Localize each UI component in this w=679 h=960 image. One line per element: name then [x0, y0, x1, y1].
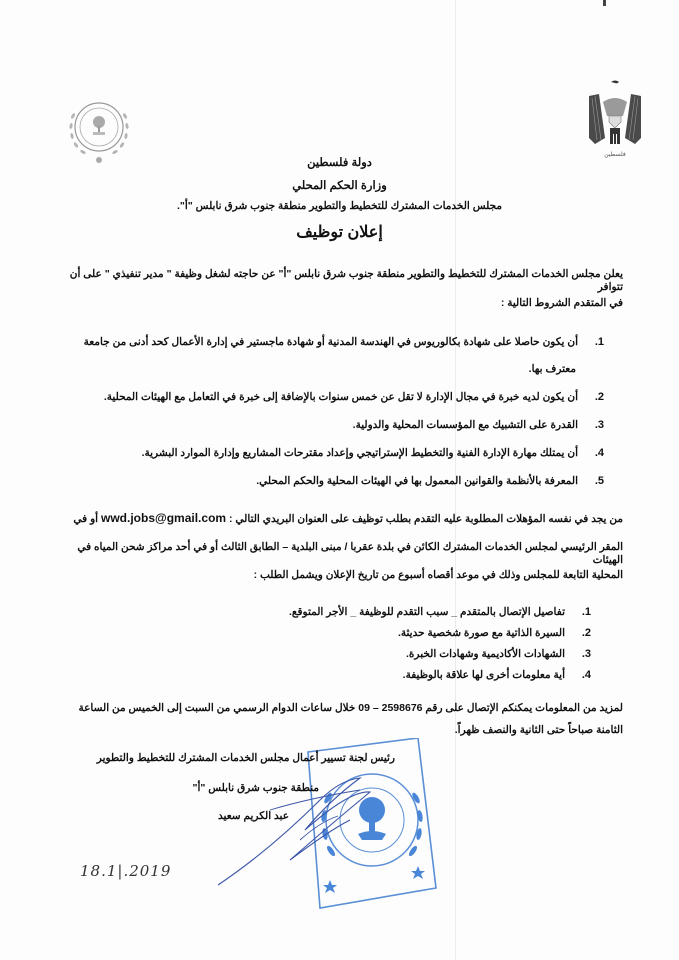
- page-title: إعلان توظيف: [296, 224, 383, 241]
- requirement-text: تفاصيل الإتصال بالمتقدم _ سبب التقدم للوظيفة _ الأجر المتوقع.: [289, 606, 565, 618]
- requirement-text: الشهادات الأكاديمية وشهادات الخبرة.: [406, 648, 565, 660]
- palestine-eagle-emblem-icon: [585, 78, 645, 160]
- condition-text: المعرفة بالأنظمة والقوانين المعمول بها في الهيئات المحلية والحكم المحلي.: [256, 475, 578, 487]
- requirement-text: أية معلومات أخرى لها علاقة بالوظيفة.: [402, 669, 565, 681]
- requirement-item: [70, 648, 591, 661]
- requirement-number: 1.: [581, 606, 591, 618]
- contact-line-2: الثامنة صباحاً حتى الثانية والنصف ظهراً.: [454, 724, 623, 736]
- intro-line-2: في المتقدم الشروط التالية :: [500, 297, 623, 309]
- scan-mark: [603, 0, 606, 6]
- requirement-number: 3.: [581, 648, 591, 660]
- condition-text: أن يكون لديه خبرة في مجال الإدارة لا تقل عن خمس سنوات بالإضافة إلى خبرة في التعامل مع الهيئات المحلية.: [103, 391, 578, 403]
- condition-text: أن يمتلك مهارة الإدارة الفنية والتخطيط الإستراتيجي وإعداد مقترحات المشاريع وإدارة الموارد البشرية.: [141, 447, 578, 459]
- application-text-or: أو في: [73, 513, 99, 525]
- email-link[interactable]: wwd.jobs@gmail.com: [101, 511, 227, 525]
- condition-item: [70, 336, 604, 349]
- contact-line-1: لمزيد من المعلومات يمكنكم الإتصال على رقم 2598676 – 09 خلال ساعات الدوام الرسمي من السبت إلى الخميس من الساعة: [78, 702, 623, 714]
- council-name: مجلس الخدمات المشترك للتخطيط والتطوير منطقة جنوب شرق نابلس "أ".: [176, 200, 503, 212]
- application-line-3: المحلية التابعة للمجلس وذلك في موعد أقصاه أسبوع من تاريخ الإعلان ويشمل الطلب :: [253, 569, 623, 581]
- condition-item: [70, 447, 604, 460]
- ministry-name: وزارة الحكم المحلي: [292, 180, 387, 192]
- requirement-item: [70, 669, 591, 682]
- emblem-caption: فلسطين: [604, 151, 626, 158]
- condition-text: القدرة على التشبيك مع المؤسسات المحلية والدولية.: [352, 419, 578, 431]
- application-text: من يجد في نفسه المؤهلات المطلوبة عليه التقدم بطلب توظيف على العنوان البريدي التالي :: [229, 513, 623, 525]
- requirement-text: السيرة الذاتية مع صورة شخصية حديثة.: [397, 627, 565, 639]
- application-line-1: [56, 512, 623, 526]
- application-line-2: المقر الرئيسي لمجلس الخدمات المشترك الكائن في بلدة عقربا / مبنى البلدية – الطابق الثالث أو في أحد مراكز شحن المياه في الهيئات: [77, 541, 623, 566]
- condition-number: 2.: [594, 391, 604, 403]
- signer-title-line-2: منطقة جنوب شرق نابلس "أ": [192, 782, 319, 794]
- condition-item: [70, 391, 604, 404]
- condition-number: 3.: [594, 419, 604, 431]
- condition-continuation: معترف بها.: [528, 363, 576, 375]
- requirement-item: [70, 627, 591, 640]
- intro-line-1: يعلن مجلس الخدمات المشترك للتخطيط والتطوير منطقة جنوب شرق نابلس "أ" عن حاجته لشغل وظيفة " مدير تنفيذي " على أن تتوافر: [69, 268, 623, 293]
- condition-text: أن يكون حاصلا على شهادة بكالوريوس في الهندسة المدنية أو شهادة ماجستير في إدارة الأعمال كحد أدنى من جامعة: [83, 336, 578, 348]
- state-name: دولة فلسطين: [307, 157, 372, 169]
- condition-number: 4.: [594, 447, 604, 459]
- handwritten-signature-icon: [210, 770, 380, 890]
- requirement-number: 2.: [581, 627, 591, 639]
- condition-item: [70, 419, 604, 432]
- condition-item: [70, 475, 604, 488]
- signer-title-line-1: رئيس لجنة تسيير أعمال مجلس الخدمات المشترك للتخطيط والتطوير: [96, 752, 395, 764]
- condition-number: 5.: [594, 475, 604, 487]
- condition-number: 1.: [594, 336, 604, 348]
- handwritten-date: 18.1|.2019: [80, 862, 172, 880]
- signer-name: عبد الكريم سعيد: [218, 810, 289, 822]
- requirement-number: 4.: [581, 669, 591, 681]
- requirement-item: [70, 606, 591, 619]
